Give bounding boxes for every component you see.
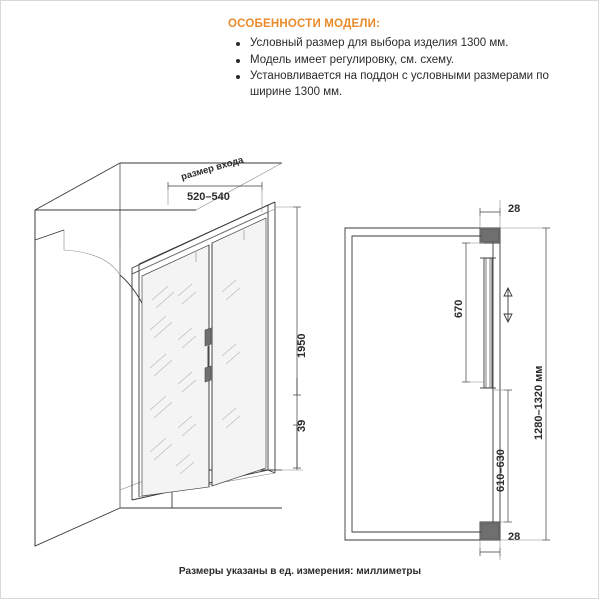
bottom-height-value: 39 — [296, 419, 308, 432]
footer-note: Размеры указаны в ед. измерения: миллиметры — [178, 566, 422, 577]
adjust-arrows-icon — [504, 288, 512, 322]
left-isometric-view — [35, 154, 308, 546]
list-item: Условный размер для выбора изделия 1300 мм. — [228, 36, 578, 52]
adjust-range-value: 610–630 — [495, 449, 507, 492]
entrance-value: 520–540 — [187, 191, 230, 203]
dim-top-offset — [480, 200, 500, 228]
dim-handle-height — [462, 243, 484, 382]
entrance-label: размер входа — [179, 154, 245, 183]
total-height-value: 1950 — [296, 333, 308, 358]
list-item: Установливается на поддон с условными размерами по ширине 1300 мм. — [228, 69, 578, 100]
handle-height-value: 670 — [453, 299, 465, 318]
bottom-offset-value: 28 — [508, 531, 521, 543]
features-title: ОСОБЕННОСТИ МОДЕЛИ: — [228, 18, 381, 30]
right-side-view — [345, 200, 550, 560]
list-item: Модель имеет регулировку, см. схему. — [228, 53, 578, 69]
dim-bottom-offset — [480, 540, 500, 560]
top-offset-value: 28 — [508, 203, 521, 215]
total-range-value: 1280–1320 мм — [533, 365, 545, 440]
